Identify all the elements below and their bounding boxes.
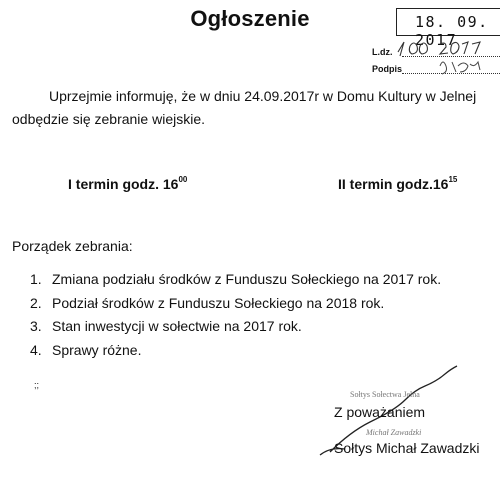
agenda-item-text: Sprawy różne.: [52, 341, 142, 358]
second-term: [338, 175, 457, 192]
agenda-list: [30, 268, 441, 362]
agenda-item-text: Zmiana podziału środków z Funduszu Sołeckiego na 2017 rok.: [52, 271, 442, 287]
document-title: Ogłoszenie: [190, 6, 310, 31]
announcement-paragraph: [12, 85, 492, 131]
agenda-item: [30, 268, 441, 292]
seal-line-2: Michał Zawadzki: [366, 428, 422, 437]
margin-mark: ;;: [34, 380, 40, 390]
closing-phrase: Z poważaniem: [334, 404, 426, 420]
announcement-text: Uprzejmie informuję, że w dniu 24.09.2017r w Domu Kultury w Jelnej odbędzie się zebranie wiejskie.: [12, 88, 477, 127]
second-term-label: II termin godz.16: [338, 176, 449, 192]
agenda-heading: Porządek zebrania:: [12, 238, 133, 254]
agenda-item-text: Podział środków z Funduszu Sołeckiego na 2018 rok.: [52, 294, 385, 311]
first-term: [68, 175, 187, 192]
stamp-podpis-label: Podpis: [372, 64, 403, 74]
agenda-item-number: 2.: [30, 294, 42, 311]
agenda-item: [30, 292, 441, 316]
agenda-item: [30, 315, 441, 339]
stamp-ldz-label: L.dz.: [372, 47, 393, 57]
agenda-item: [30, 339, 441, 363]
agenda-item-text: Stan inwestycji w sołectwie na 2017 rok.: [52, 318, 302, 334]
first-term-minutes: 00: [178, 175, 188, 184]
first-term-label: I termin godz. 16: [68, 176, 179, 192]
agenda-item-number: 4.: [30, 341, 42, 358]
stamp-ldz-line: [402, 56, 500, 57]
stamp-podpis-line: [402, 73, 500, 74]
stamp-date: 18. 09. 2017: [415, 13, 489, 49]
signer-name: Sołtys Michał Zawadzki: [334, 440, 480, 456]
seal-line-1: Sołtys Sołectwa Jelna: [350, 390, 420, 399]
registry-stamp: [396, 8, 500, 49]
second-term-minutes: 15: [448, 175, 458, 184]
agenda-item-number: 3.: [30, 318, 42, 334]
agenda-item-number: 1.: [30, 271, 42, 287]
